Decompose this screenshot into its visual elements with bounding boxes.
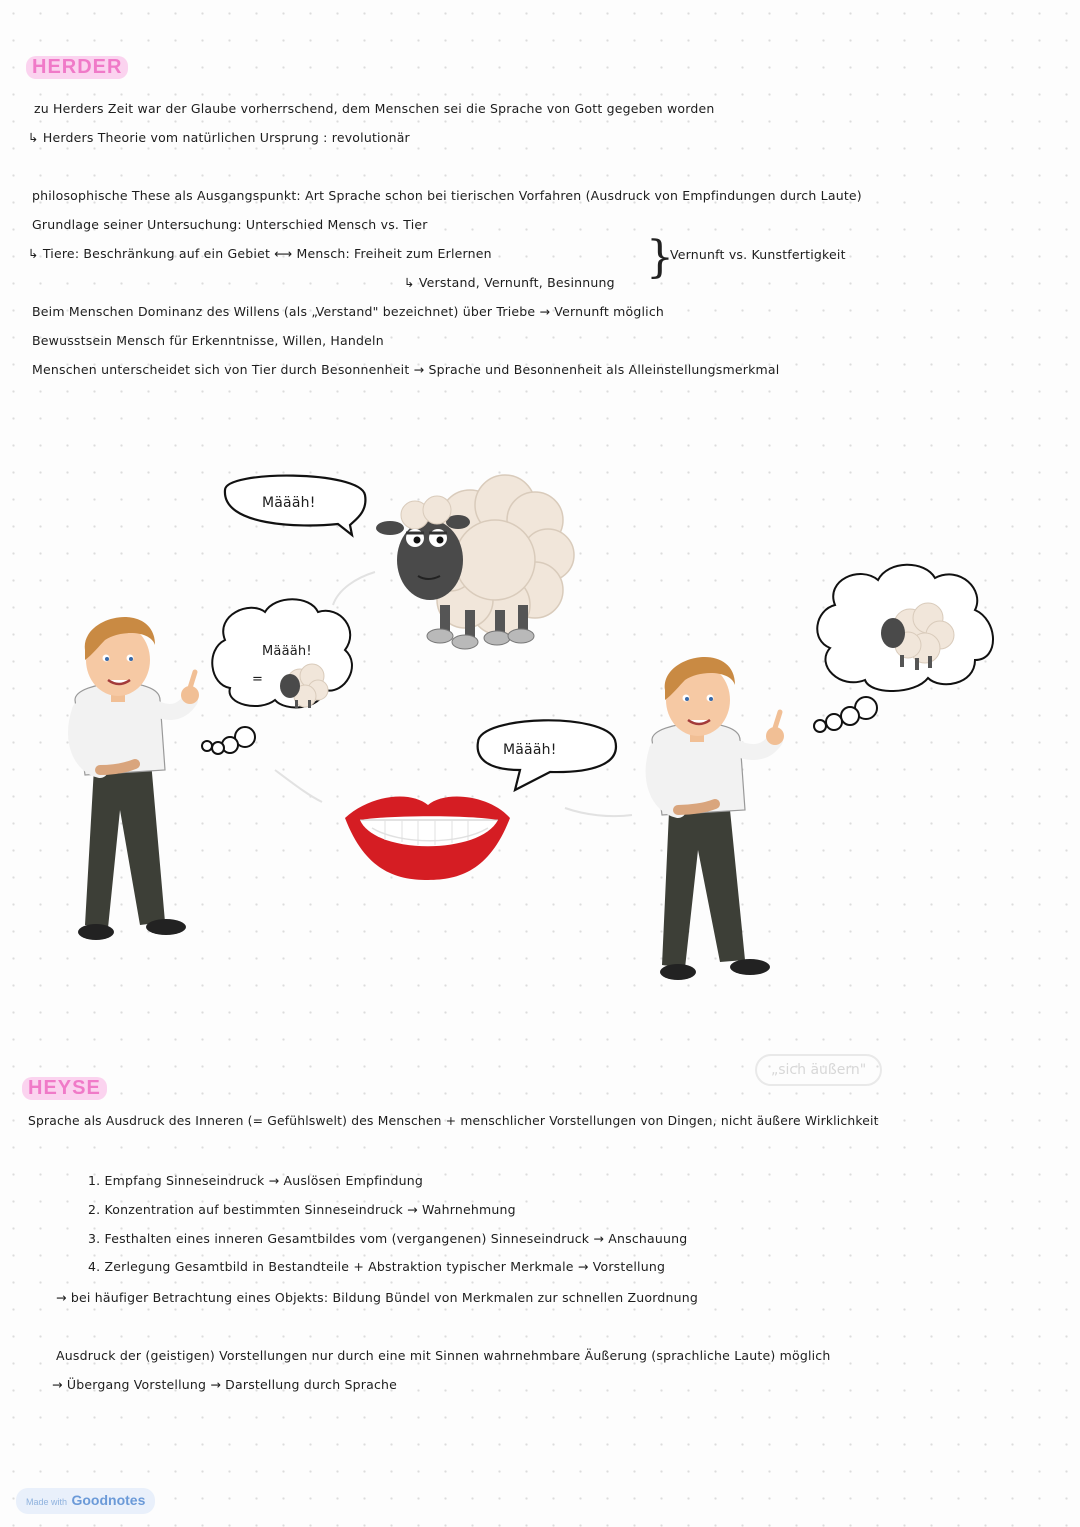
herder-line-4: Grundlage seiner Untersuchung: Unterschied Mensch vs. Tier (32, 217, 428, 232)
herder-line-9: Bewusstsein Mensch für Erkenntnisse, Willen, Handeln (32, 333, 384, 348)
heyse-title: HEYSE (22, 1077, 107, 1100)
heyse-line-8: → Übergang Vorstellung → Darstellung durch Sprache (52, 1377, 398, 1392)
heyse-step-2: 2. Konzentration auf bestimmten Sinneseindruck → Wahrnehmung (88, 1202, 516, 1217)
curly-bracket: } (646, 232, 674, 283)
thought-speech-text: Määäh! (262, 644, 312, 659)
herder-line-6: ↳ Verstand, Vernunft, Besinnung (404, 275, 615, 290)
goodnotes-brand: Goodnotes (71, 1492, 146, 1508)
boy-right (652, 657, 784, 980)
faint-note-bubble: „sich äußern" (755, 1054, 882, 1086)
boy-left (75, 617, 199, 940)
goodnotes-badge (16, 1488, 155, 1514)
herder-line-5: ↳ Tiere: Beschränkung auf ein Gebiet ⟷ Mensch: Freiheit zum Erlernen (28, 246, 492, 261)
thought-cloud-left (202, 599, 352, 754)
heyse-step-1: 1. Empfang Sinneseindruck → Auslösen Empfindung (88, 1173, 423, 1188)
heyse-step-3: 3. Festhalten eines inneren Gesamtbildes vom (vergangenen) Sinneseindruck → Anschauung (88, 1231, 688, 1246)
herder-line-2: ↳ Herders Theorie vom natürlichen Ursprung : revolutionär (28, 130, 410, 145)
made-with-label: Made with (26, 1497, 68, 1507)
heyse-line-6: → bei häufiger Betrachtung eines Objekts: Bildung Bündel von Merkmalen zur schnellen Zuordnung (56, 1290, 699, 1305)
heyse-line-7: Ausdruck der (geistigen) Vorstellungen nur durch eine mit Sinnen wahrnehmbare Äußerung (sprachliche Laute) möglich (56, 1348, 831, 1363)
herder-line-3: philosophische These als Ausgangspunkt: Art Sprache schon bei tierischen Vorfahren (Ausdruck von Empfindungen durch Laute) (32, 188, 862, 203)
sheep-large (376, 475, 574, 649)
lips (345, 796, 510, 880)
mouth-speech-text: Määäh! (503, 742, 557, 758)
thought-equals: = (252, 672, 264, 687)
heyse-line-1: Sprache als Ausdruck des Inneren (= Gefühlswelt) des Menschen + menschlicher Vorstellungen von Dingen, nicht äußere Wirklichkeit (28, 1114, 879, 1128)
herder-title: HERDER (26, 56, 128, 79)
herder-line-7: Vernunft vs. Kunstfertigkeit (670, 247, 846, 262)
herder-line-1: zu Herders Zeit war der Glaube vorherrschend, dem Menschen sei die Sprache von Gott gegeben worden (34, 101, 715, 116)
heyse-step-4: 4. Zerlegung Gesamtbild in Bestandteile + Abstraktion typischer Merkmale → Vorstellung (88, 1259, 666, 1274)
sheep-speech-text: Määäh! (262, 495, 316, 511)
herder-line-10: Menschen unterscheidet sich von Tier durch Besonnenheit → Sprache und Besonnenheit als Alleinstellungsmerkmal (32, 362, 780, 377)
herder-line-8: Beim Menschen Dominanz des Willens (als „Verstand" bezeichnet) über Triebe → Vernunft möglich (32, 304, 665, 319)
